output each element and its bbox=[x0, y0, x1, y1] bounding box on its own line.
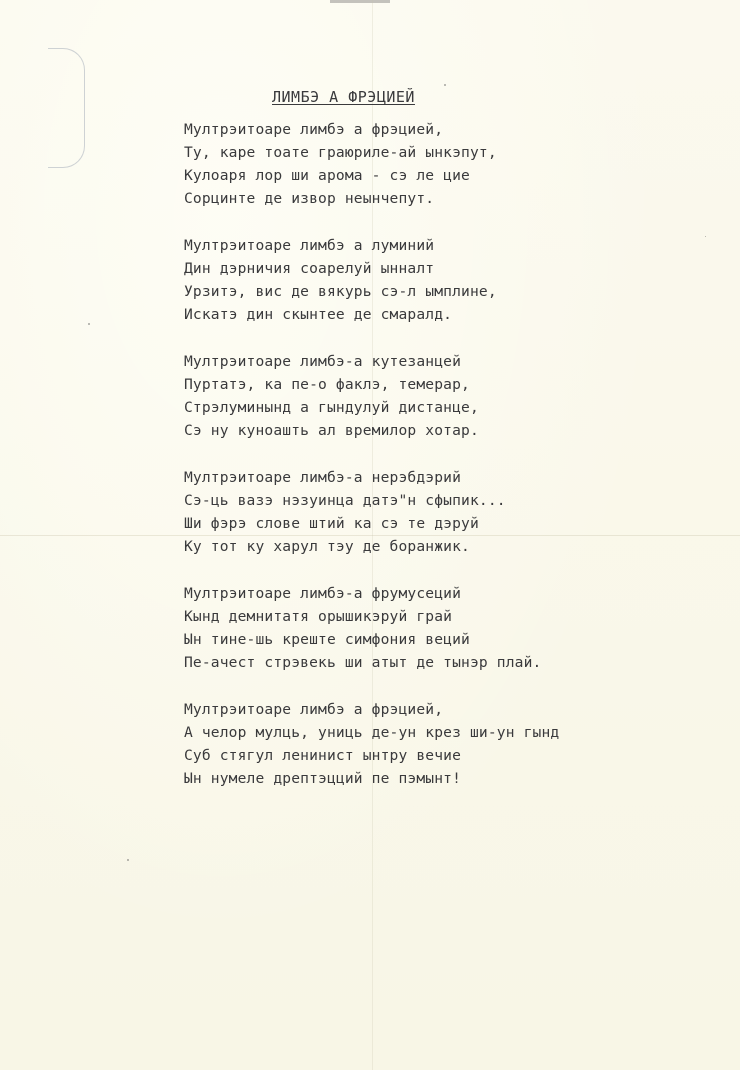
poem-line: Мултрэитоаре лимбэ а фрэцией, bbox=[184, 121, 444, 138]
poem-line: Мултрэитоаре лимбэ-а фрумусеций bbox=[184, 585, 462, 602]
poem-line: Ын нумеле дрептэцций пе пэмынт! bbox=[184, 770, 462, 787]
stanza-2 bbox=[184, 234, 724, 326]
poem-line: Сэ ну куноашть ал времилор хотар. bbox=[184, 422, 479, 439]
stanza-5 bbox=[184, 582, 724, 674]
poem-line: Сорцинте де извор неынчепут. bbox=[184, 190, 435, 207]
poem-line: Суб стягул ленинист ынтру вечие bbox=[184, 747, 462, 764]
poem-line: Стрэлуминынд а гындулуй дистанце, bbox=[184, 399, 479, 416]
poem-line: Урзитэ, вис де вякурь сэ-л ымплине, bbox=[184, 283, 497, 300]
top-edge-mark bbox=[330, 0, 390, 3]
poem-line: Дин дэрничия соарелуй ынналт bbox=[184, 260, 435, 277]
poem-line: Кулоаря лор ши арома - сэ ле цие bbox=[184, 167, 470, 184]
ink-speck bbox=[444, 84, 446, 86]
poem-title: ЛИМБЭ А ФРЭЦИЕЙ bbox=[272, 88, 415, 106]
poem-line: Ку тот ку харул тэу де боранжик. bbox=[184, 538, 470, 555]
poem-line: Мултрэитоаре лимбэ-а кутезанцей bbox=[184, 353, 462, 370]
poem-line: Мултрэитоаре лимбэ-а нерэбдэрий bbox=[184, 469, 462, 486]
punch-hole-mark bbox=[48, 48, 85, 168]
stanza-1 bbox=[184, 118, 724, 210]
poem-line: Сэ-ць вазэ нэзуинца датэ"н сфыпик... bbox=[184, 492, 506, 509]
poem-line: Пе-ачест стрэвекь ши атыт де тынэр плай. bbox=[184, 654, 542, 671]
poem-line: Искатэ дин скынтеe де смаралд. bbox=[184, 306, 453, 323]
poem-line: Мултрэитоаре лимбэ а луминий bbox=[184, 237, 435, 254]
poem-line: Ту, каре тоате граюриле-ай ынкэпут, bbox=[184, 144, 497, 161]
poem-body bbox=[184, 118, 724, 790]
poem-line: Пуртатэ, ка пе-о факлэ, темерар, bbox=[184, 376, 470, 393]
poem-line: Ын тине-шь креште симфония веций bbox=[184, 631, 470, 648]
stanza-3 bbox=[184, 350, 724, 442]
poem-line: Кынд демнитатя орышикэруй грай bbox=[184, 608, 453, 625]
ink-speck bbox=[127, 859, 129, 861]
poem-line: Мултрэитоаре лимбэ а фрэцией, bbox=[184, 701, 444, 718]
stanza-4 bbox=[184, 466, 724, 558]
poem-line: А челор мулць, униць де-ун крез ши-ун гынд bbox=[184, 724, 560, 741]
stanza-6 bbox=[184, 698, 724, 790]
poem-line: Ши фэрэ слове штий ка сэ те дэруй bbox=[184, 515, 479, 532]
ink-speck bbox=[88, 323, 90, 325]
